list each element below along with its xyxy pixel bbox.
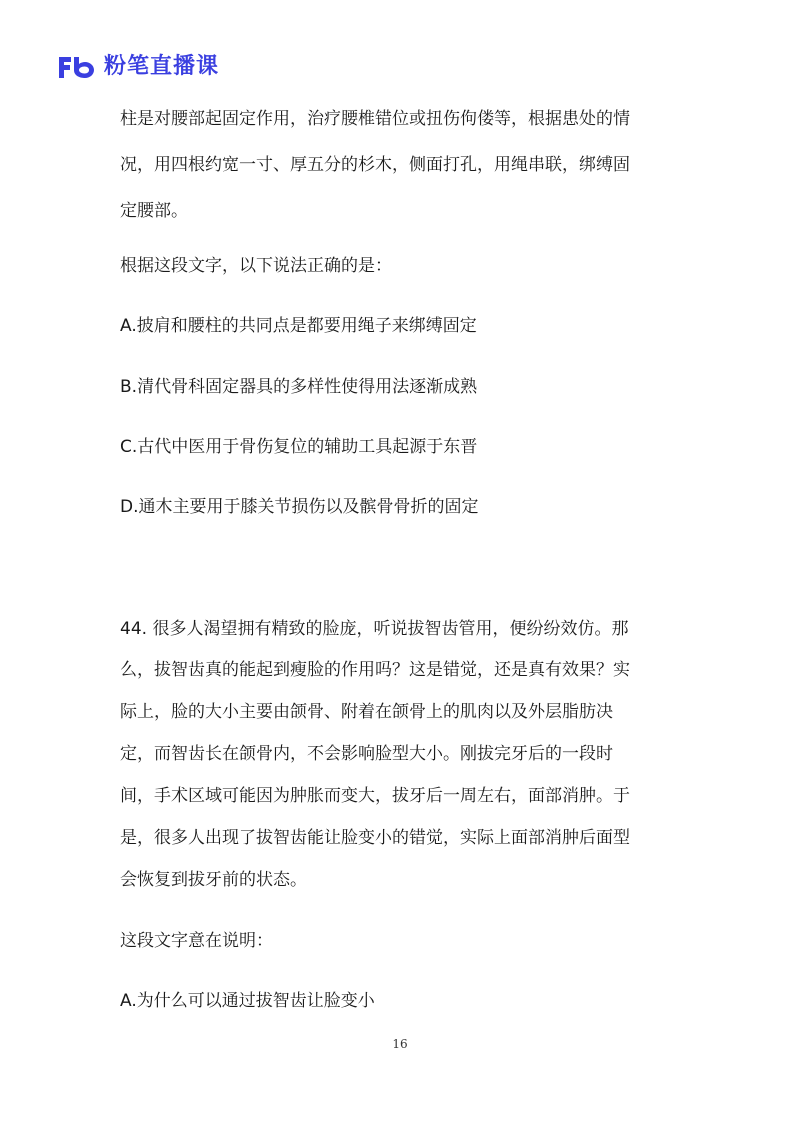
fb-logo-icon	[56, 53, 98, 81]
question-44-line: 44. 很多人渴望拥有精致的脸庞，听说拔智齿管用，便纷纷效仿。那	[120, 619, 629, 639]
option-a: A.为什么可以通过拔智齿让脸变小	[120, 991, 375, 1011]
page-number: 16	[392, 1037, 408, 1051]
option-d: D.通木主要用于膝关节损伤以及髌骨骨折的固定	[120, 497, 479, 517]
passage-line: 定，而智齿长在颌骨内，不会影响脸型大小。刚拔完牙后的一段时	[120, 744, 613, 764]
option-c: C.古代中医用于骨伤复位的辅助工具起源于东晋	[120, 437, 478, 457]
passage-line: 柱是对腰部起固定作用，治疗腰椎错位或扭伤佝偻等，根据患处的情	[120, 109, 630, 129]
passage-line: 况，用四根约宽一寸、厚五分的杉木，侧面打孔，用绳串联，绑缚固	[120, 155, 630, 175]
option-b: B.清代骨科固定器具的多样性使得用法逐渐成熟	[120, 377, 478, 397]
passage-line: 间，手术区域可能因为肿胀而变大，拔牙后一周左右，面部消肿。于	[120, 786, 630, 806]
question-prompt: 根据这段文字，以下说法正确的是：	[120, 256, 392, 276]
header	[56, 52, 219, 82]
passage-line: 是，很多人出现了拔智齿能让脸变小的错觉，实际上面部消肿后面型	[120, 828, 630, 848]
passage-line: 定腰部。	[120, 201, 188, 221]
passage-line: 么，拔智齿真的能起到瘦脸的作用吗？这是错觉，还是真有效果？实	[120, 660, 630, 680]
passage-line: 会恢复到拔牙前的状态。	[120, 870, 307, 890]
option-a: A.披肩和腰柱的共同点是都要用绳子来绑缚固定	[120, 316, 477, 336]
question-prompt: 这段文字意在说明：	[120, 931, 273, 951]
brand-title: 粉笔直播课	[104, 54, 220, 79]
passage-line: 际上，脸的大小主要由颌骨、附着在颌骨上的肌肉以及外层脂肪决	[120, 702, 613, 722]
